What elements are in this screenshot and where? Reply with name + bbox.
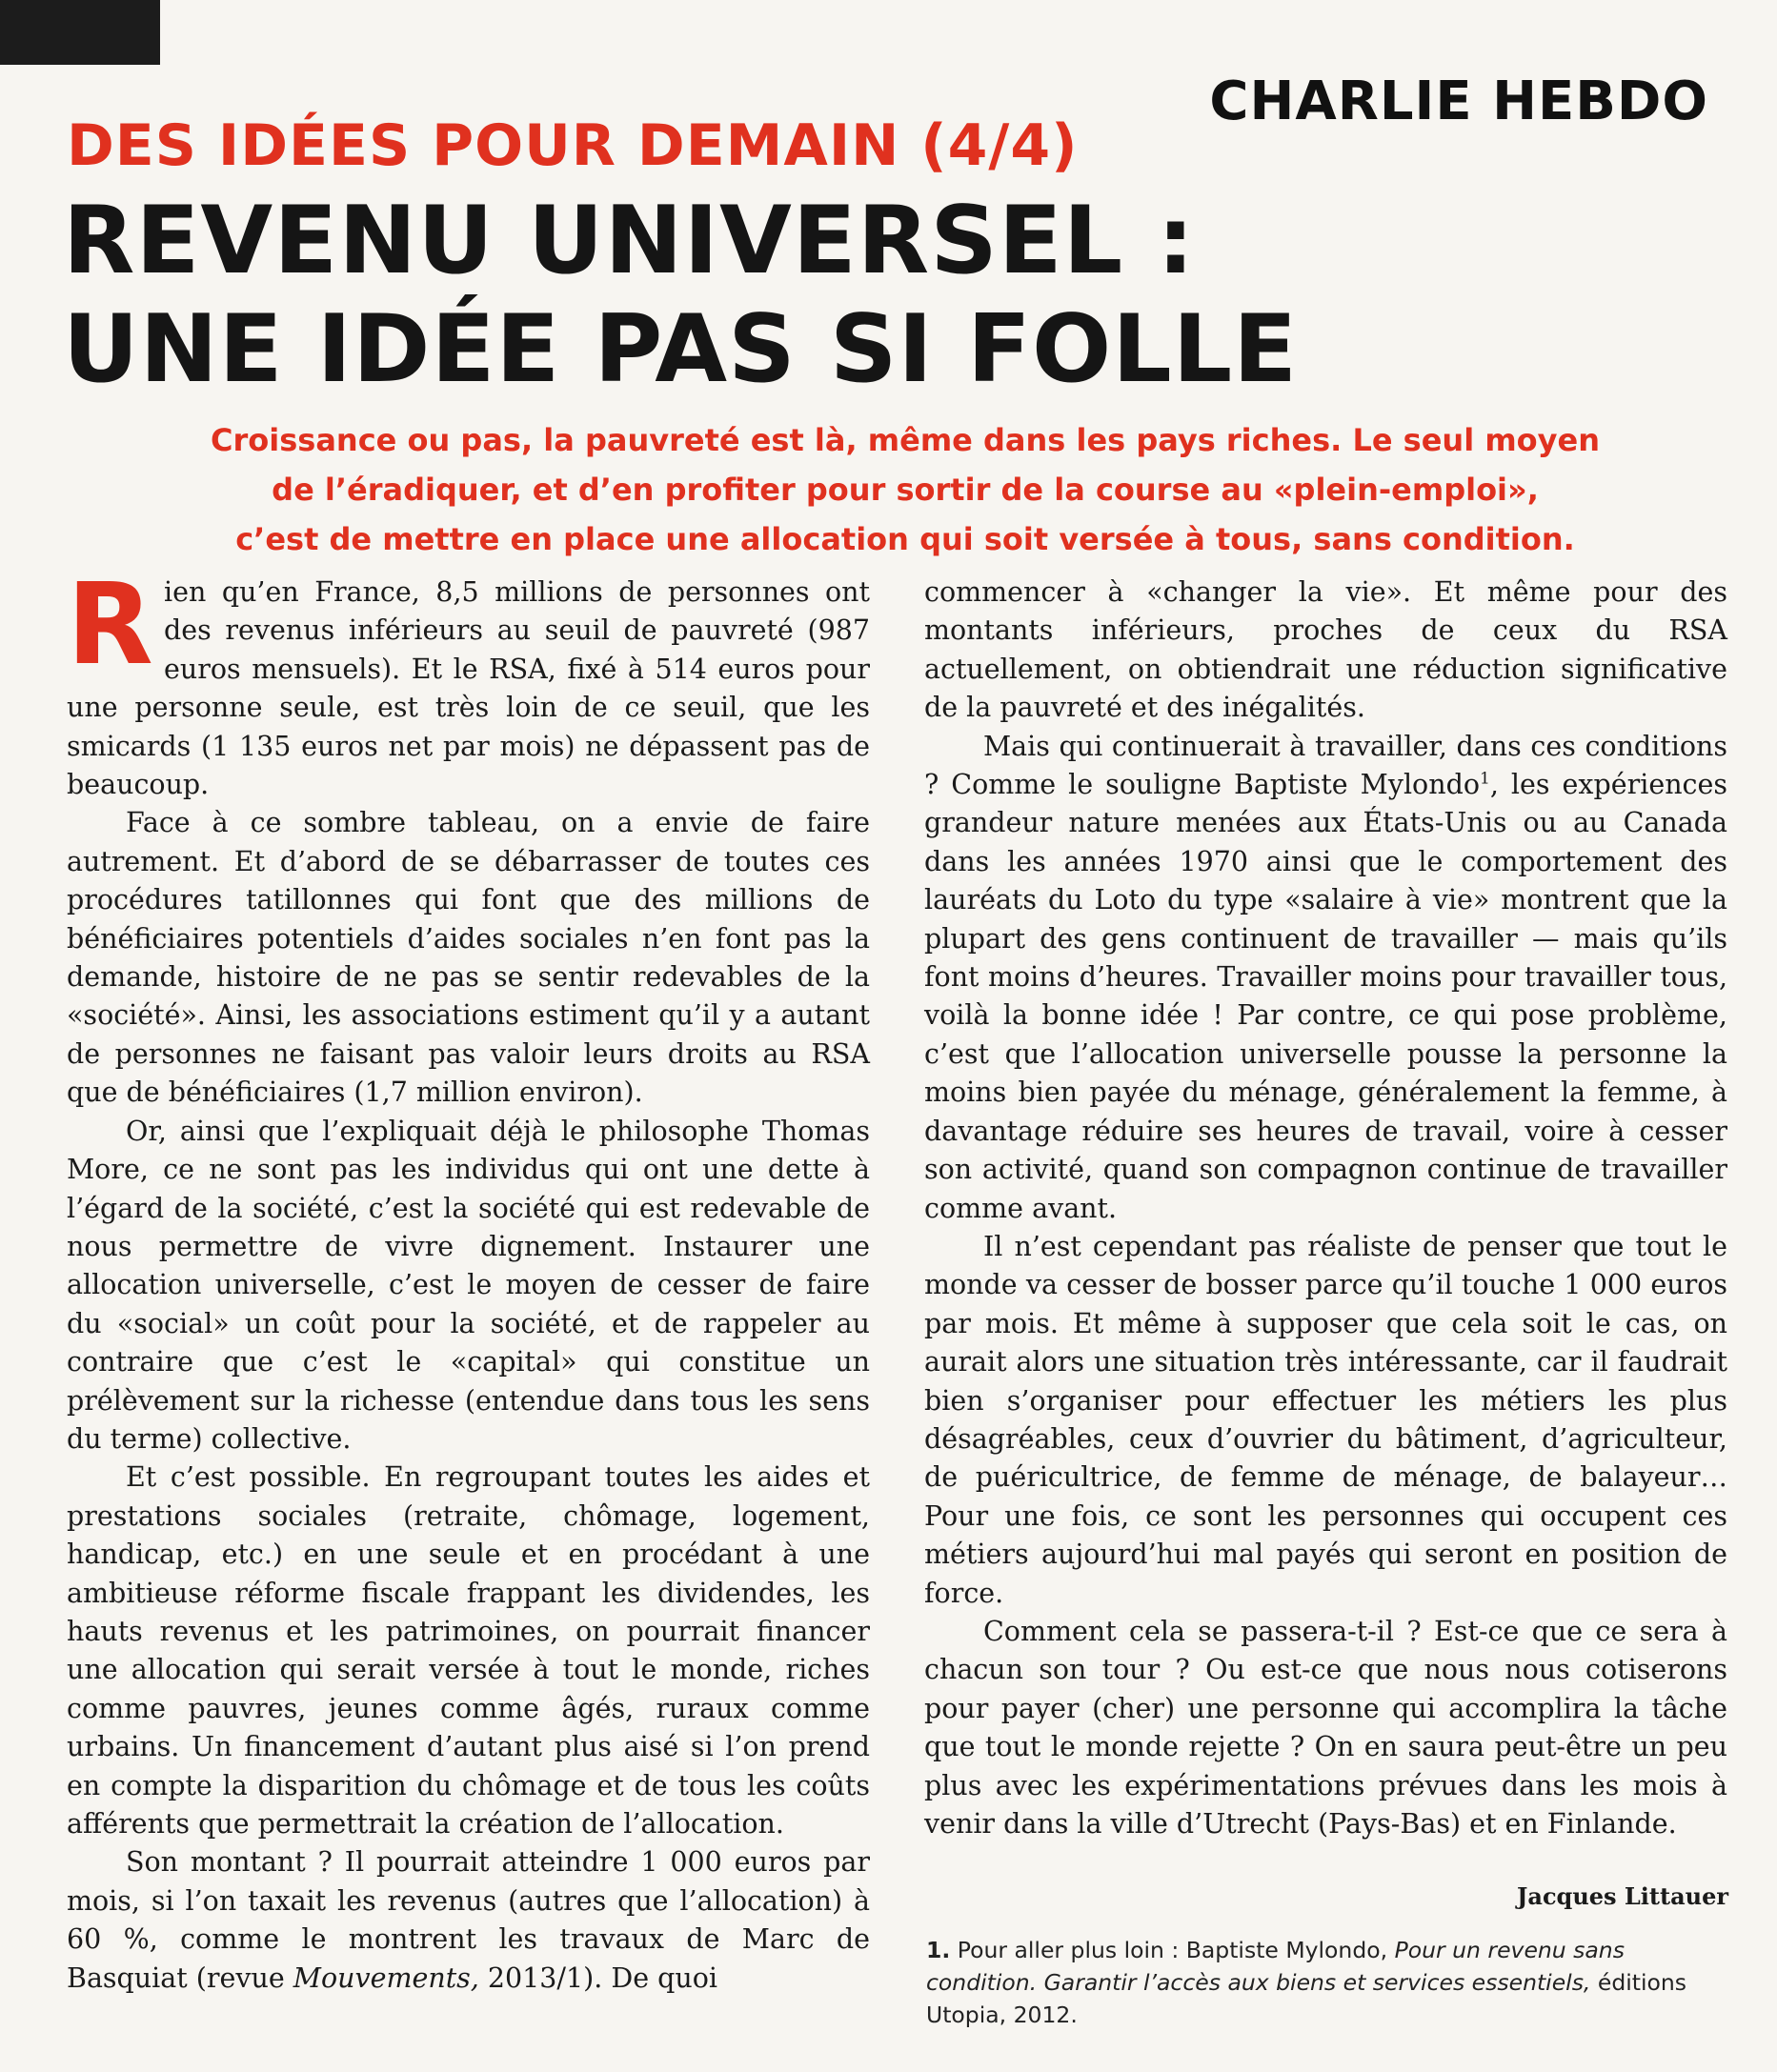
headline-line-2: UNE IDÉE PAS SI FOLLE	[63, 295, 1299, 404]
footnote-text-b: éditions Utopia, 2012.	[926, 1969, 1687, 2028]
paragraph-7: Il n’est cependant pas réaliste de penser que tout le monde va cesser de bosser parce qu’il touche 1 000 euros par mois. Et même à supposer que cela soit le cas, on aurait alors une situation très intéressante, car il faudrait bien s’organiser pour effectuer les métiers les plus désagréables, ceux d’ouvrier du bâtiment, d’agriculteur, de puéricultrice, de femme de ménage, de balayeur… Pour une fois, ce sont les personnes qui occupent ces métiers aujourd’hui mal payés qui seront en position de force.	[924, 1230, 1727, 1609]
paragraph-1	[67, 558, 870, 804]
footnote	[926, 1934, 1727, 2031]
lead	[67, 415, 1744, 564]
paragraph-6-b: , les expériences grandeur nature menées aux États-Unis ou au Canada dans les années 1970 ainsi que le comportement des lauréats du Loto du type «salaire à vie» montrent que la plupart des gens continuent de travailler — mais qu’ils font moins d’heures. Travailler moins pour travailler tous, voilà la bonne idée ! Par contre, ce qui pose problème, c’est que l’allocation universelle pousse la personne la moins bien payée du ménage, généralement la femme, à davantage réduire ses heures de travail, voire à cesser son activité, quand son compagnon continue de travailler comme avant.	[924, 769, 1728, 1224]
paragraph-3: Or, ainsi que l’expliquait déjà le philosophe Thomas More, ce ne sont pas les individus qui ont une dette à l’égard de la société, c’est la société qui est redevable de nous permettre de vivre dignement. Instaurer une allocation universelle, c’est le moyen de cesser de faire du «social» un coût pour la société, et de rappeler au contraire que c’est le «capital» qui constitue un prélèvement sur la richesse (entendue dans tous les sens du terme) collective.	[67, 1115, 870, 1455]
dropcap: R	[67, 558, 153, 690]
paragraph-5	[67, 1843, 870, 1998]
headline-line-1: REVENU UNIVERSEL :	[63, 187, 1196, 295]
paragraph-5-italic: Mouvements,	[293, 1961, 479, 1994]
footnote-title: Pour un revenu sans condition. Garantir l’accès aux biens et services essentiels,	[926, 1937, 1625, 1996]
paragraph-4: Et c’est possible. En regroupant toutes les aides et prestations sociales (retraite, chômage, logement, handicap, etc.) en une seule et en procédant à une ambitieuse réforme fiscale frappant les dividendes, les hauts revenus et les patrimoines, on pourrait financer une allocation qui serait versée à tout le monde, riches comme pauvres, jeunes comme âgés, ruraux comme urbains. Un financement d’autant plus aisé si l’on prend en compte la disparition du chômage et de tous les coûts afférents que permettrait la création de l’allocation.	[67, 1461, 870, 1840]
kicker: DES IDÉES POUR DEMAIN (4/4)	[67, 112, 1079, 179]
lead-line-2: de l’éradiquer, et d’en profiter pour sortir de la course au «plein-emploi»,	[272, 472, 1539, 508]
paragraph-5-b: 2013/1). De quoi	[478, 1961, 718, 1994]
column-left	[67, 558, 870, 1998]
paragraph-1-text: ien qu’en France, 8,5 millions de personnes ont des revenus inférieurs au seuil de pauvreté (987 euros mensuels). Et le RSA, fixé à 514 euros pour une personne seule, est très loin de ce seuil, que les smicards (1 135 euros net par mois) ne dépassent pas de beaucoup.	[67, 576, 870, 801]
headline	[63, 187, 1298, 404]
paragraph-6-a: Mais qui continuerait à travailler, dans ces conditions ? Comme le souligne Baptiste Mylondo	[924, 730, 1727, 801]
paragraph-2: Face à ce sombre tableau, on a envie de faire autrement. Et d’abord de se débarrasser de toutes ces procédures tatillonnes qui font que des millions de bénéficiaires potentiels d’aides sociales n’en font pas la demande, histoire de ne pas se sentir redevables de la «société». Ainsi, les associations estiment qu’il y a autant de personnes ne faisant pas valoir leurs droits au RSA que de bénéficiaires (1,7 million environ).	[67, 807, 870, 1109]
author-signature: Jacques Littauer	[1517, 1882, 1728, 1910]
lead-line-3: c’est de mettre en place une allocation qui soit versée à tous, sans condition.	[235, 521, 1575, 557]
paragraph-5-continued: commencer à «changer la vie». Et même pour des montants inférieurs, proches de ceux du RSA actuellement, on obtiendrait une réduction significative de la pauvreté et des inégalités.	[924, 576, 1727, 724]
footnote-ref: 1	[1479, 769, 1490, 789]
lead-line-1: Croissance ou pas, la pauvreté est là, même dans les pays riches. Le seul moyen	[211, 422, 1600, 458]
paragraph-5-a: Son montant ? Il pourrait atteindre 1 000 euros par mois, si l’on taxait les revenus (autres que l’allocation) à 60 %, comme le montrent les travaux de Marc de Basquiat (revue	[67, 1846, 870, 1994]
corner-block	[0, 0, 160, 65]
paragraph-6	[924, 728, 1727, 1228]
paragraph-8: Comment cela se passera-t-il ? Est-ce que ce sera à chacun son tour ? Ou est-ce que nous nous cotiserons pour payer (cher) une personne qui accomplira la tâche que tout le monde rejette ? On en saura peut-être un peu plus avec les expérimentations prévues dans les mois à venir dans la ville d’Utrecht (Pays-Bas) et en Finlande.	[924, 1615, 1727, 1840]
masthead: CHARLIE HEBDO	[1209, 70, 1708, 132]
column-right	[924, 573, 1727, 1843]
footnote-number: 1.	[926, 1937, 951, 1963]
footnote-text-a: Pour aller plus loin : Baptiste Mylondo,	[950, 1937, 1395, 1963]
